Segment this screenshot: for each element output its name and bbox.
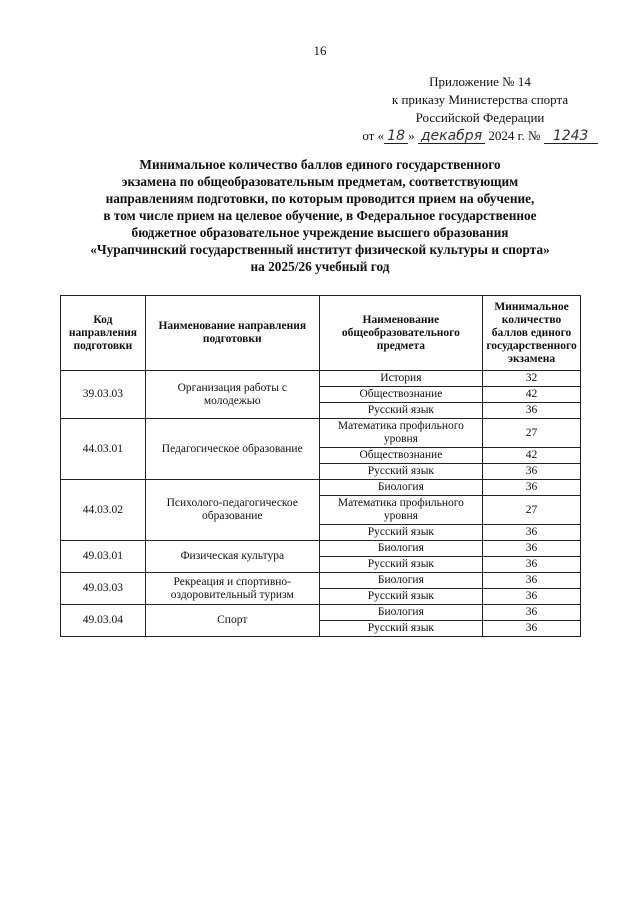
year-text: 2024 г. № — [488, 128, 541, 143]
cell-min-score: 36 — [483, 589, 581, 605]
cell-min-score: 36 — [483, 573, 581, 589]
cell-code: 39.03.03 — [61, 371, 146, 419]
cell-subject: Математика профильного уровня — [319, 419, 482, 448]
appendix-order-ref: к приказу Министерства спорта — [391, 92, 569, 107]
cell-min-score: 36 — [483, 464, 581, 480]
cell-subject: Биология — [319, 605, 482, 621]
document-title — [50, 156, 590, 275]
appendix-ministry: Российской Федерации — [415, 110, 545, 125]
cell-min-score: 27 — [483, 496, 581, 525]
header-code: Код направления подготовки — [61, 296, 146, 371]
header-name: Наименование направления подготовки — [145, 296, 319, 371]
cell-direction-name: Организация работы с молодежью — [145, 371, 319, 419]
date-prefix: от « — [362, 128, 385, 143]
cell-min-score: 36 — [483, 621, 581, 637]
order-date-line — [340, 127, 620, 145]
appendix-header — [340, 73, 620, 145]
title-line: бюджетное образовательное учреждение высшего образования — [131, 225, 509, 240]
title-line: в том числе прием на целевое обучение, в Федеральное государственное — [103, 208, 537, 223]
table-row — [61, 419, 581, 448]
cell-subject: Русский язык — [319, 464, 482, 480]
handwritten-order-number: 1243 — [544, 129, 598, 144]
cell-subject: Обществознание — [319, 387, 482, 403]
cell-subject: Обществознание — [319, 448, 482, 464]
handwritten-month: декабря — [418, 129, 485, 144]
cell-code: 49.03.01 — [61, 541, 146, 573]
cell-code: 44.03.01 — [61, 419, 146, 480]
handwritten-day: 18 — [384, 129, 408, 144]
title-line: направлениям подготовки, по которым проводится прием на обучение, — [105, 191, 535, 206]
cell-subject: Биология — [319, 480, 482, 496]
cell-min-score: 32 — [483, 371, 581, 387]
cell-code: 49.03.04 — [61, 605, 146, 637]
table-row — [61, 573, 581, 589]
page-number: 16 — [313, 43, 327, 58]
cell-direction-name: Физическая культура — [145, 541, 319, 573]
cell-min-score: 36 — [483, 525, 581, 541]
cell-direction-name: Рекреация и спортивно-оздоровительный туризм — [145, 573, 319, 605]
table-header-row — [61, 296, 581, 371]
title-line: «Чурапчинский государственный институт физической культуры и спорта» — [90, 242, 550, 257]
cell-subject: Русский язык — [319, 621, 482, 637]
cell-subject: Биология — [319, 541, 482, 557]
cell-min-score: 36 — [483, 541, 581, 557]
table-row — [61, 605, 581, 621]
header-score: Минимальное количество баллов единого государственного экзамена — [483, 296, 581, 371]
cell-subject: История — [319, 371, 482, 387]
cell-direction-name: Психолого-педагогическое образование — [145, 480, 319, 541]
cell-min-score: 36 — [483, 480, 581, 496]
header-subject: Наименование общеобразовательного предмета — [319, 296, 482, 371]
cell-code: 44.03.02 — [61, 480, 146, 541]
date-mid: » — [408, 128, 415, 143]
cell-code: 49.03.03 — [61, 573, 146, 605]
cell-subject: Русский язык — [319, 557, 482, 573]
appendix-title: Приложение № 14 — [429, 74, 531, 89]
table-row — [61, 541, 581, 557]
title-line: экзамена по общеобразовательным предметам, соответствующим — [121, 174, 519, 189]
scores-table — [60, 295, 581, 637]
cell-direction-name: Спорт — [145, 605, 319, 637]
cell-subject: Биология — [319, 573, 482, 589]
cell-subject: Русский язык — [319, 525, 482, 541]
table-row — [61, 480, 581, 496]
cell-min-score: 36 — [483, 557, 581, 573]
cell-subject: Русский язык — [319, 403, 482, 419]
cell-subject: Математика профильного уровня — [319, 496, 482, 525]
table-row — [61, 371, 581, 387]
title-line: на 2025/26 учебный год — [250, 259, 390, 274]
title-line: Минимальное количество баллов единого государственного — [139, 157, 501, 172]
cell-min-score: 42 — [483, 387, 581, 403]
cell-min-score: 27 — [483, 419, 581, 448]
cell-direction-name: Педагогическое образование — [145, 419, 319, 480]
cell-min-score: 42 — [483, 448, 581, 464]
cell-subject: Русский язык — [319, 589, 482, 605]
cell-min-score: 36 — [483, 403, 581, 419]
cell-min-score: 36 — [483, 605, 581, 621]
